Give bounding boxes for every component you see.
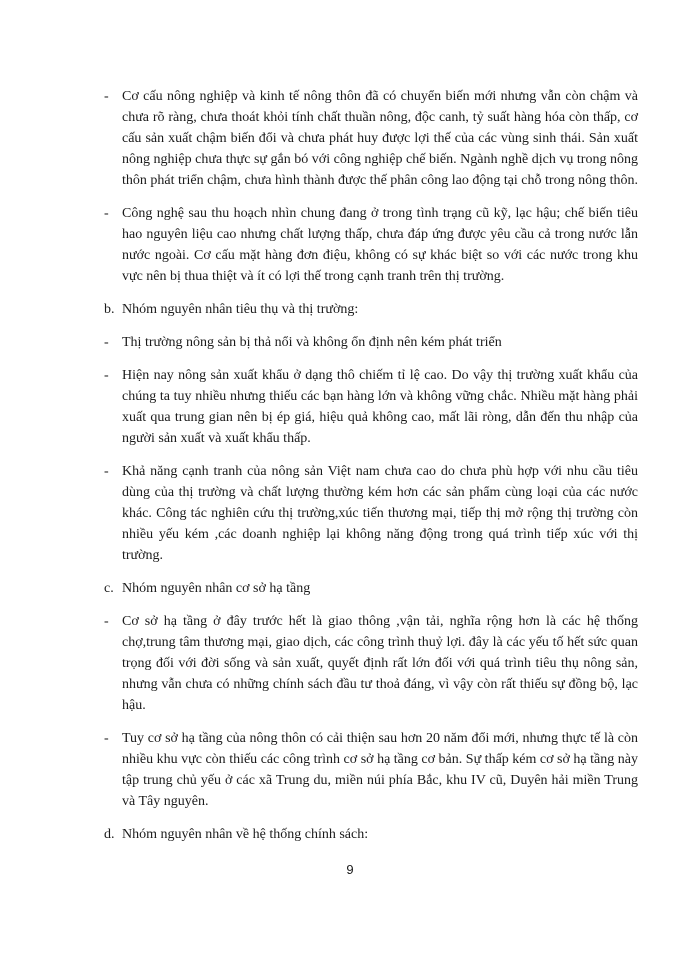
- section-heading-text: Nhóm nguyên nhân tiêu thụ và thị trường:: [122, 302, 359, 317]
- paragraph-text: Thị trường nông sản bị thả nổi và không ổn định nên kém phát triển: [122, 335, 502, 350]
- bullet-marker: -: [104, 206, 109, 221]
- paragraph-text: Cơ cấu nông nghiệp và kinh tế nông thôn đã có chuyển biến mới nhưng vẫn còn chậm và chưa rõ ràng, chưa thoát khỏi tính chất thuần nông, độc canh, tỷ suất hàng hóa còn thấp, cơ cấu sản xuất chậm biến đổi và chưa phát huy được lợi thế của các vùng sinh thái. Sản xuất nông nghiệp chưa thực sự gắn bó với công nghiệp chế biến. Ngành nghề dịch vụ trong nông thôn phát triển chậm, chưa hình thành được thế phân công lao động tại chỗ trong nông thôn.: [122, 89, 638, 188]
- paragraph-text: Hiện nay nông sản xuất khẩu ở dạng thô chiếm tỉ lệ cao. Do vậy thị trường xuất khẩu của chúng ta tuy nhiều nhưng thiếu các bạn hàng lớn và không vững chắc. Nhiều mặt hàng phải xuất qua trung gian nên bị ép giá, hiệu quả không cao, mất lãi ròng, dẫn đến thu nhập của người sản xuất và xuất khẩu thấp.: [122, 368, 638, 446]
- bullet-paragraph: [104, 365, 638, 449]
- section-marker: c.: [104, 581, 114, 596]
- paragraph-text: Công nghệ sau thu hoạch nhìn chung đang ở trong tình trạng cũ kỹ, lạc hậu; chế biến tiêu hao nguyên liệu cao nhưng chất lượng thấp, chưa đáp ứng được yêu cầu cả trong nước lẫn nước ngoài. Cơ cấu mặt hàng đơn điệu, không có sự khác biệt so với các nước trong khu vực nên bị thua thiệt và ít có lợi thế trong cạnh tranh trên thị trường.: [122, 206, 638, 284]
- section-heading-d: [104, 824, 638, 845]
- document-body: [104, 86, 638, 857]
- bullet-paragraph: [104, 203, 638, 287]
- bullet-marker: -: [104, 89, 109, 104]
- bullet-paragraph: [104, 611, 638, 716]
- section-heading-b: [104, 299, 638, 320]
- bullet-paragraph: [104, 332, 638, 353]
- bullet-marker: -: [104, 368, 109, 383]
- bullet-paragraph: [104, 728, 638, 812]
- paragraph-text: Khả năng cạnh tranh của nông sản Việt nam chưa cao do chưa phù hợp với nhu cầu tiêu dùng của thị trường và chất lượng thường kém hơn các sản phẩm cùng loại của các nước khác. Công tác nghiên cứu thị trường,xúc tiến thương mại, tiếp thị mở rộng thị trường còn nhiều yếu kém ,các doanh nghiệp lại không năng động trong quá trình tiếp xúc với thị trường.: [122, 464, 638, 563]
- bullet-marker: -: [104, 464, 109, 479]
- section-heading-text: Nhóm nguyên nhân cơ sở hạ tầng: [122, 581, 311, 596]
- bullet-marker: -: [104, 614, 109, 629]
- page-number: 9: [346, 862, 354, 877]
- bullet-paragraph: [104, 86, 638, 191]
- section-marker: d.: [104, 827, 115, 842]
- bullet-marker: -: [104, 335, 109, 350]
- section-marker: b.: [104, 302, 115, 317]
- paragraph-text: Cơ sở hạ tầng ở đây trước hết là giao thông ,vận tải, nghĩa rộng hơn là các hệ thống chợ,trung tâm thương mại, giao dịch, các công trình thuỷ lợi. đây là các yếu tố hết sức quan trọng đối với đời sống và sản xuất, quyết định rất lớn đối với quá trình tiêu thụ nông sản, nhưng vẫn chưa có những chính sách đầu tư thoả đáng, vì vậy còn rất thiếu sự đồng bộ, lạc hậu.: [122, 614, 638, 713]
- bullet-marker: -: [104, 731, 109, 746]
- bullet-paragraph: [104, 461, 638, 566]
- paragraph-text: Tuy cơ sở hạ tầng của nông thôn có cải thiện sau hơn 20 năm đổi mới, nhưng thực tế là còn nhiều khu vực còn thiếu các công trình cơ sở hạ tầng cơ bản. Sự thấp kém cơ sở hạ tầng này tập trung chủ yếu ở các xã Trung du, miền núi phía Bắc, khu IV cũ, Duyên hải miền Trung và Tây nguyên.: [122, 731, 638, 809]
- section-heading-text: Nhóm nguyên nhân về hệ thống chính sách:: [122, 827, 369, 842]
- section-heading-c: [104, 578, 638, 599]
